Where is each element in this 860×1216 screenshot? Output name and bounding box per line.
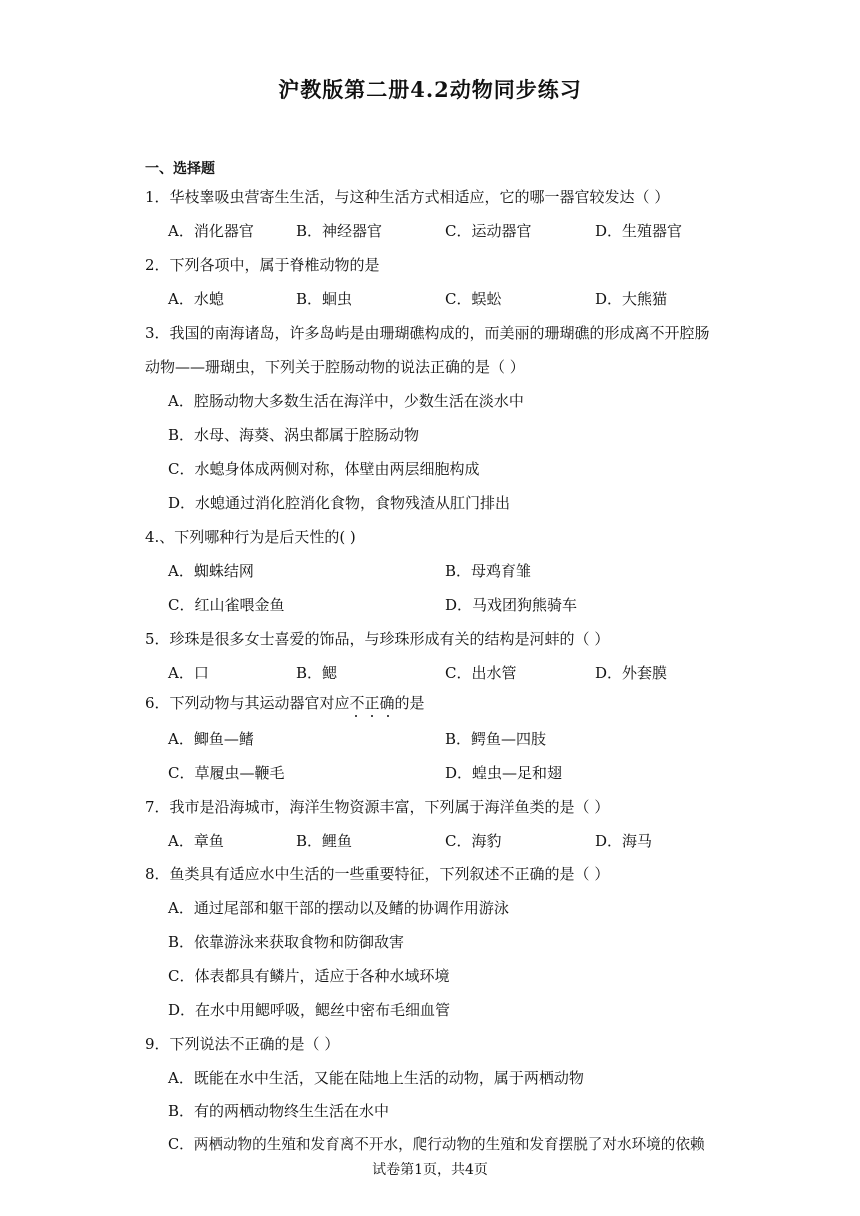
page-title: 沪教版第二册4.2动物同步练习 <box>278 77 582 102</box>
q3-option-b: B．水母、海葵、涡虫都属于腔肠动物 <box>168 426 420 444</box>
q4-option-d: D．马戏团狗熊骑车 <box>445 596 578 614</box>
q3-option-d: D．水螅通过消化腔消化食物，食物残渣从肛门排出 <box>168 494 511 512</box>
q4-option-b: B．母鸡育雏 <box>445 562 532 580</box>
q3-option-a: A．腔肠动物大多数生活在海洋中，少数生活在淡水中 <box>168 392 524 410</box>
question-8-stem: 8．鱼类具有适应水中生活的一些重要特征，下列叙述不正确的是（ ） <box>145 865 610 883</box>
question-9-stem: 9．下列说法不正确的是（ ） <box>145 1035 340 1053</box>
q3-option-c: C．水螅身体成两侧对称，体壁由两层细胞构成 <box>168 460 480 478</box>
q8-option-c: C．体表都具有鳞片，适应于各种水域环境 <box>168 967 450 985</box>
q5-option-c: C．出水管 <box>445 664 517 682</box>
question-3-stem-line2: 动物——珊瑚虫，下列关于腔肠动物的说法正确的是（ ） <box>145 358 525 376</box>
question-6-stem: 6．下列动物与其运动器官对应不正确的是 <box>145 694 425 712</box>
q2-option-b: B．蛔虫 <box>296 290 353 308</box>
q6-option-c: C．草履虫—鞭毛 <box>168 764 285 782</box>
q6-option-d: D．蝗虫—足和翅 <box>445 764 563 782</box>
q9-option-a: A．既能在水中生活，又能在陆地上生活的动物，属于两栖动物 <box>168 1069 584 1087</box>
q7-option-c: C．海豹 <box>445 832 502 850</box>
q4-option-c: C．红山雀喂金鱼 <box>168 596 285 614</box>
q4-option-a: A．蜘蛛结网 <box>168 562 254 580</box>
q2-option-a: A．水螅 <box>168 290 224 308</box>
q8-option-d: D．在水中用鳃呼吸，鳃丝中密布毛细血管 <box>168 1001 451 1019</box>
q6-option-b: B．鳄鱼—四肢 <box>445 730 547 748</box>
q2-option-d: D．大熊猫 <box>595 290 668 308</box>
question-2-stem: 2．下列各项中，属于脊椎动物的是 <box>145 256 380 274</box>
emphasis-dot <box>371 715 373 717</box>
section-heading: 一、选择题 <box>145 161 215 177</box>
q8-option-b: B．依靠游泳来获取食物和防御敌害 <box>168 933 405 951</box>
q9-option-c: C．两栖动物的生殖和发育离不开水，爬行动物的生殖和发育摆脱了对水环境的依赖 <box>168 1136 705 1153</box>
q1-option-b: B．神经器官 <box>296 222 383 240</box>
page-footer: 试卷第1页，共4页 <box>372 1162 488 1178</box>
question-7-stem: 7．我市是沿海城市，海洋生物资源丰富，下列属于海洋鱼类的是（ ） <box>145 798 610 816</box>
question-1-stem: 1．华枝睾吸虫营寄生生活，与这种生活方式相适应，它的哪一器官较发达（ ） <box>145 188 670 206</box>
q1-option-a: A．消化器官 <box>168 222 254 240</box>
q5-option-a: A．口 <box>168 664 209 682</box>
question-5-stem: 5．珍珠是很多女士喜爱的饰品，与珍珠形成有关的结构是河蚌的（ ） <box>145 630 610 648</box>
emphasis-dot <box>355 715 357 717</box>
question-3-stem-line1: 3．我国的南海诸岛，许多岛屿是由珊瑚礁构成的，而美丽的珊瑚礁的形成离不开腔肠 <box>145 324 710 342</box>
q8-option-a: A．通过尾部和躯干部的摆动以及鳍的协调作用游泳 <box>168 899 509 917</box>
q5-option-d: D．外套膜 <box>595 664 668 682</box>
q1-option-d: D．生殖器官 <box>595 222 683 240</box>
q7-option-d: D．海马 <box>595 832 653 850</box>
q9-option-b: B．有的两栖动物终生生活在水中 <box>168 1102 390 1120</box>
q1-option-c: C．运动器官 <box>445 222 532 240</box>
q7-option-a: A．章鱼 <box>168 832 224 850</box>
emphasis-dot <box>387 715 389 717</box>
q5-option-b: B．鳃 <box>296 664 338 682</box>
q7-option-b: B．鲤鱼 <box>296 832 353 850</box>
question-4-stem: 4.、下列哪种行为是后天性的( ) <box>145 528 356 546</box>
q2-option-c: C．蜈蚣 <box>445 290 502 308</box>
q6-option-a: A．鲫鱼—鳍 <box>168 730 254 748</box>
